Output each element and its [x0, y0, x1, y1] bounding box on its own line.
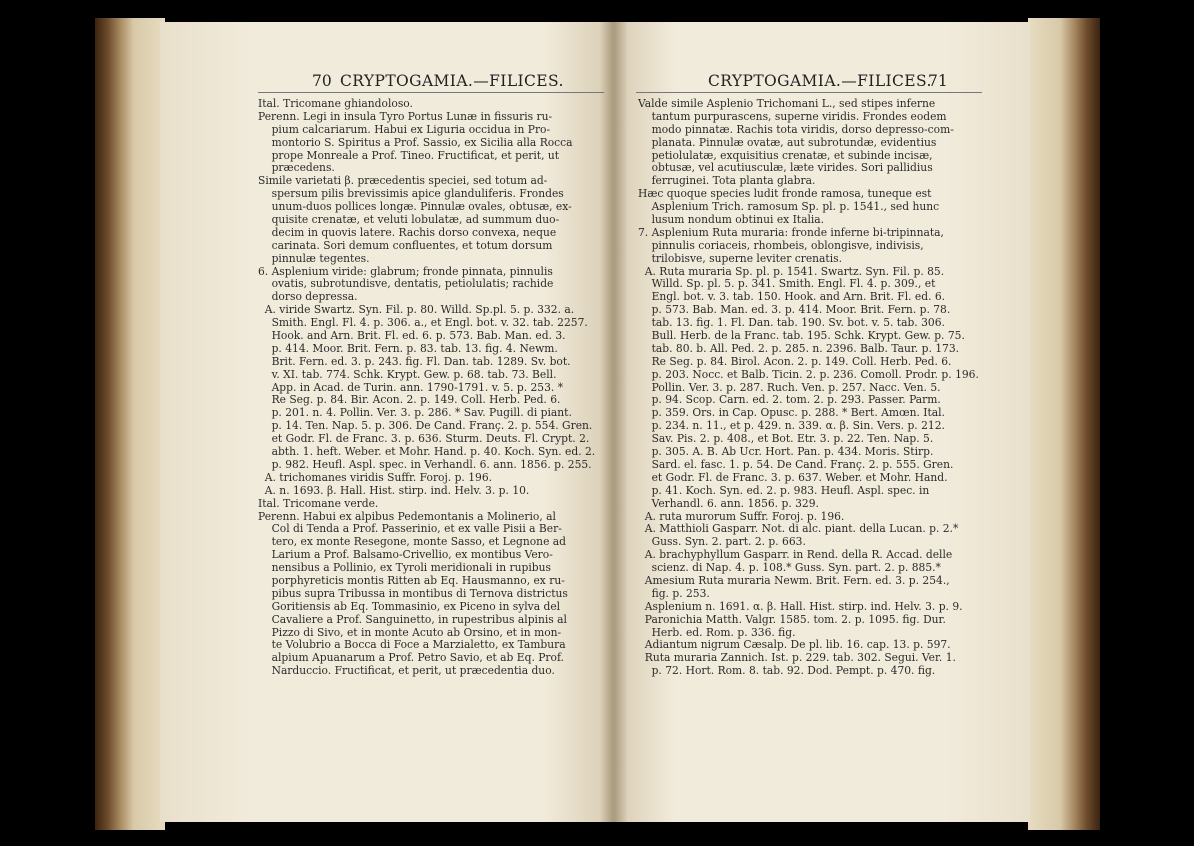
text-line: Asplenium n. 1691. α. β. Hall. Hist. stirp. ind. Helv. 3. p. 9.	[638, 599, 963, 613]
book-gutter	[600, 22, 628, 822]
text-line: Perenn. Legi in insula Tyro Portus Lunæ in fissuris ru-	[258, 109, 553, 123]
text-line: petiolulatæ, exquisitius crenatæ, et subinde incisæ,	[638, 148, 933, 162]
left-running-head: CRYPTOGAMIA.—FILICES.	[340, 72, 564, 90]
text-line: Larium a Prof. Balsamo-Crivellio, ex montibus Vero-	[258, 548, 553, 562]
text-line: pium calcariarum. Habui ex Liguria occidua in Pro-	[258, 122, 551, 136]
text-line: pinnulæ tegentes.	[258, 251, 370, 265]
text-line: Ruta muraria Zannich. Ist. p. 229. tab. 302. Segui. Ver. 1.	[638, 651, 956, 665]
text-line: p. 72. Hort. Rom. 8. tab. 92. Dod. Pempt. p. 470. fig.	[638, 664, 936, 678]
text-line: Col di Tenda a Prof. Passerinio, et ex valle Pisii a Ber-	[258, 522, 562, 536]
text-line: A. ruta murorum Suffr. Foroj. p. 196.	[638, 509, 845, 523]
text-line: Narduccio. Fructificat, et perit, ut præcedentia duo.	[258, 664, 555, 678]
text-line: Pizzo di Sivo, et in monte Acuto ab Orsino, et in mon-	[258, 625, 562, 639]
text-line: Cavaliere a Prof. Sanguinetto, in rupestribus alpinis al	[258, 612, 567, 626]
text-line: p. 234. n. 11., et p. 429. n. 339. α. β. Sin. Vers. p. 212.	[638, 419, 945, 433]
text-line: fig. p. 253.	[638, 586, 710, 600]
text-line: abth. 1. heft. Weber. et Mohr. Hand. p. 40. Koch. Syn. ed. 2.	[258, 445, 596, 459]
text-line: te Volubrio a Bocca di Foce a Marzialetto, ex Tambura	[258, 638, 566, 652]
right-running-head: CRYPTOGAMIA.—FILICES.	[708, 72, 932, 90]
text-line: tero, ex monte Resegone, monte Sasso, et Legnone ad	[258, 535, 567, 549]
text-line: Hæc quoque species ludit fronde ramosa, tuneque est	[638, 187, 932, 201]
text-line: trilobisve, superne leviter crenatis.	[638, 251, 843, 265]
text-line: Amesium Ruta muraria Newm. Brit. Fern. ed. 3. p. 254.,	[638, 573, 950, 587]
text-line: ferruginei. Tota planta glabra.	[638, 174, 816, 188]
text-line: obtusæ, vel acutiusculæ, læte virides. Sori pallidius	[638, 161, 933, 175]
text-line: alpium Apuanarum a Prof. Petro Savio, et ab Eq. Prof.	[258, 651, 564, 665]
text-line: Goritiensis ab Eq. Tommasinio, ex Piceno in sylva del	[258, 599, 561, 613]
text-line: p. 94. Scop. Carn. ed. 2. tom. 2. p. 293. Passer. Parm.	[638, 393, 941, 407]
text-line: tab. 13. fig. 1. Fl. Dan. tab. 190. Sv. bot. v. 5. tab. 306.	[638, 316, 945, 330]
text-line: pinnulis coriaceis, rhombeis, oblongisve, indivisis,	[638, 238, 924, 252]
text-line: v. XI. tab. 774. Schk. Krypt. Gew. p. 68. tab. 73. Bell.	[258, 367, 557, 381]
text-line: carinata. Sori demum confluentes, et totum dorsum	[258, 238, 553, 252]
text-line: porphyreticis montis Ritten ab Eq. Hausmanno, ex ru-	[258, 573, 565, 587]
text-line: p. 41. Koch. Syn. ed. 2. p. 983. Heufl. Aspl. spec. in	[638, 483, 930, 497]
text-line: p. 359. Ors. in Cap. Opusc. p. 288. * Bert. Amœn. Ital.	[638, 406, 945, 420]
text-line: Hook. and Arn. Brit. Fl. ed. 6. p. 573. Bab. Man. ed. 3.	[258, 329, 566, 343]
text-line: A. viride Swartz. Syn. Fil. p. 80. Willd. Sp.pl. 5. p. 332. a.	[258, 303, 575, 317]
text-line: p. 414. Moor. Brit. Fern. p. 83. tab. 13. fig. 4. Newm.	[258, 341, 558, 355]
text-line: Ital. Tricomane ghiandoloso.	[258, 97, 413, 110]
text-line: Asplenium Trich. ramosum Sp. pl. p. 1541., sed hunc	[638, 200, 940, 214]
text-line: Engl. bot. v. 3. tab. 150. Hook. and Arn. Brit. Fl. ed. 6.	[638, 290, 946, 304]
left-text-column	[258, 98, 604, 678]
text-line: Sav. Pis. 2. p. 408., et Bot. Etr. 3. p. 22. Ten. Nap. 5.	[638, 432, 934, 446]
text-line: Re Seg. p. 84. Bir. Acon. 2. p. 149. Coll. Herb. Ped. 6.	[258, 393, 561, 407]
text-line: A. Ruta muraria Sp. pl. p. 1541. Swartz. Syn. Fil. p. 85.	[638, 264, 945, 278]
text-line: p. 203. Nocc. et Balb. Ticin. 2. p. 236. Comoll. Prodr. p. 196.	[638, 367, 979, 381]
text-line: dorso depressa.	[258, 290, 358, 304]
text-line: nensibus a Pollinio, ex Tyroli meridionali in rupibus	[258, 561, 551, 575]
text-line: et Godr. Fl. de Franc. 3. p. 636. Sturm. Deuts. Fl. Crypt. 2.	[258, 432, 590, 446]
book-fore-edge-left	[95, 18, 165, 830]
text-line: prope Monreale a Prof. Tineo. Fructificat, et perit, ut	[258, 148, 560, 162]
text-line: spersum pilis brevissimis apice glanduliferis. Frondes	[258, 187, 564, 201]
text-line: Willd. Sp. pl. 5. p. 341. Smith. Engl. Fl. 4. p. 309., et	[638, 277, 936, 291]
text-line: unum-duos pollices longæ. Pinnulæ ovales, obtusæ, ex-	[258, 200, 572, 214]
text-line: Pollin. Ver. 3. p. 287. Ruch. Ven. p. 257. Nacc. Ven. 5.	[638, 380, 941, 394]
text-line: ovatis, subrotundisve, dentatis, petiolulatis; rachide	[258, 277, 554, 291]
text-line: Brit. Fern. ed. 3. p. 243. fig. Fl. Dan. tab. 1289. Sv. bot.	[258, 354, 571, 368]
text-line: præcedens.	[258, 161, 335, 175]
text-line: tantum purpurascens, superne viridis. Frondes eodem	[638, 109, 947, 123]
text-line: App. in Acad. de Turin. ann. 1790-1791. v. 5. p. 253. *	[258, 380, 564, 394]
text-line: Perenn. Habui ex alpibus Pedemontanis a Molinerio, al	[258, 509, 556, 523]
text-line: Simile varietati β. præcedentis speciei, sed totum ad-	[258, 174, 548, 188]
text-line: lusum nondum obtinui ex Italia.	[638, 213, 825, 227]
text-line: quisite crenatæ, et veluti lobulatæ, ad summum duo-	[258, 213, 560, 227]
text-line: Paronichia Matth. Valgr. 1585. tom. 2. p. 1095. fig. Dur.	[638, 612, 946, 626]
text-line: p. 305. A. B. Ab Ucr. Hort. Pan. p. 434. Moris. Stirp.	[638, 445, 934, 459]
text-line: Smith. Engl. Fl. 4. p. 306. a., et Engl. bot. v. 32. tab. 2257.	[258, 316, 588, 330]
text-line: Ital. Tricomane verde.	[258, 496, 379, 510]
text-line: pibus supra Tribussa in montibus di Ternova districtus	[258, 586, 568, 600]
text-line: Adiantum nigrum Cæsalp. De pl. lib. 16. cap. 13. p. 597.	[638, 638, 951, 652]
book-fore-edge-right	[1028, 18, 1100, 830]
text-line: A. trichomanes viridis Suffr. Foroj. p. 196.	[258, 470, 493, 484]
text-line: Herb. ed. Rom. p. 336. fig.	[638, 625, 796, 639]
left-header-rule	[258, 92, 604, 93]
text-line: et Godr. Fl. de Franc. 3. p. 637. Weber. et Mohr. Hand.	[638, 470, 948, 484]
text-line: Verhandl. 6. ann. 1856. p. 329.	[638, 496, 819, 510]
text-line: A. Matthioli Gasparr. Not. di alc. piant. della Lucan. p. 2.*	[638, 522, 959, 536]
text-line: modo pinnatæ. Rachis tota viridis, dorso depresso-com-	[638, 122, 954, 136]
text-line: tab. 80. b. All. Ped. 2. p. 285. n. 2396. Balb. Taur. p. 173.	[638, 341, 960, 355]
left-page-number: 70	[312, 72, 332, 90]
text-line: Sard. el. fasc. 1. p. 54. De Cand. Franç. 2. p. 555. Gren.	[638, 457, 954, 471]
text-line: p. 201. n. 4. Pollin. Ver. 3. p. 286. * Sav. Pugill. di piant.	[258, 406, 572, 420]
text-line: decim in quovis latere. Rachis dorso convexa, neque	[258, 225, 557, 239]
text-line: p. 573. Bab. Man. ed. 3. p. 414. Moor. Brit. Fern. p. 78.	[638, 303, 951, 317]
right-text-column	[638, 98, 984, 678]
text-line: A. brachyphyllum Gasparr. in Rend. della R. Accad. delle	[638, 548, 953, 562]
text-line: 6. Asplenium viride: glabrum; fronde pinnata, pinnulis	[258, 264, 553, 278]
text-line: A. n. 1693. β. Hall. Hist. stirp. ind. Helv. 3. p. 10.	[258, 483, 530, 497]
text-line: montorio S. Spiritus a Prof. Sassio, ex Sicilia alla Rocca	[258, 135, 573, 149]
text-line: p. 982. Heufl. Aspl. spec. in Verhandl. 6. ann. 1856. p. 255.	[258, 457, 592, 471]
text-line: Re Seg. p. 84. Birol. Acon. 2. p. 149. Coll. Herb. Ped. 6.	[638, 354, 952, 368]
text-line: planata. Pinnulæ ovatæ, aut subrotundæ, evidentius	[638, 135, 937, 149]
right-page-number: 71	[928, 72, 948, 90]
text-line: p. 14. Ten. Nap. 5. p. 306. De Cand. Franç. 2. p. 554. Gren.	[258, 419, 593, 433]
text-line: Guss. Syn. 2. part. 2. p. 663.	[638, 535, 806, 549]
text-line: 7. Asplenium Ruta muraria: fronde inferne bi-tripinnata,	[638, 225, 944, 239]
right-header-rule	[636, 92, 982, 93]
text-line: Valde simile Asplenio Trichomani L., sed stipes inferne	[638, 97, 936, 110]
text-line: scienz. di Nap. 4. p. 108.* Guss. Syn. part. 2. p. 885.*	[638, 561, 941, 575]
text-line: Bull. Herb. de la Franc. tab. 195. Schk. Krypt. Gew. p. 75.	[638, 329, 965, 343]
